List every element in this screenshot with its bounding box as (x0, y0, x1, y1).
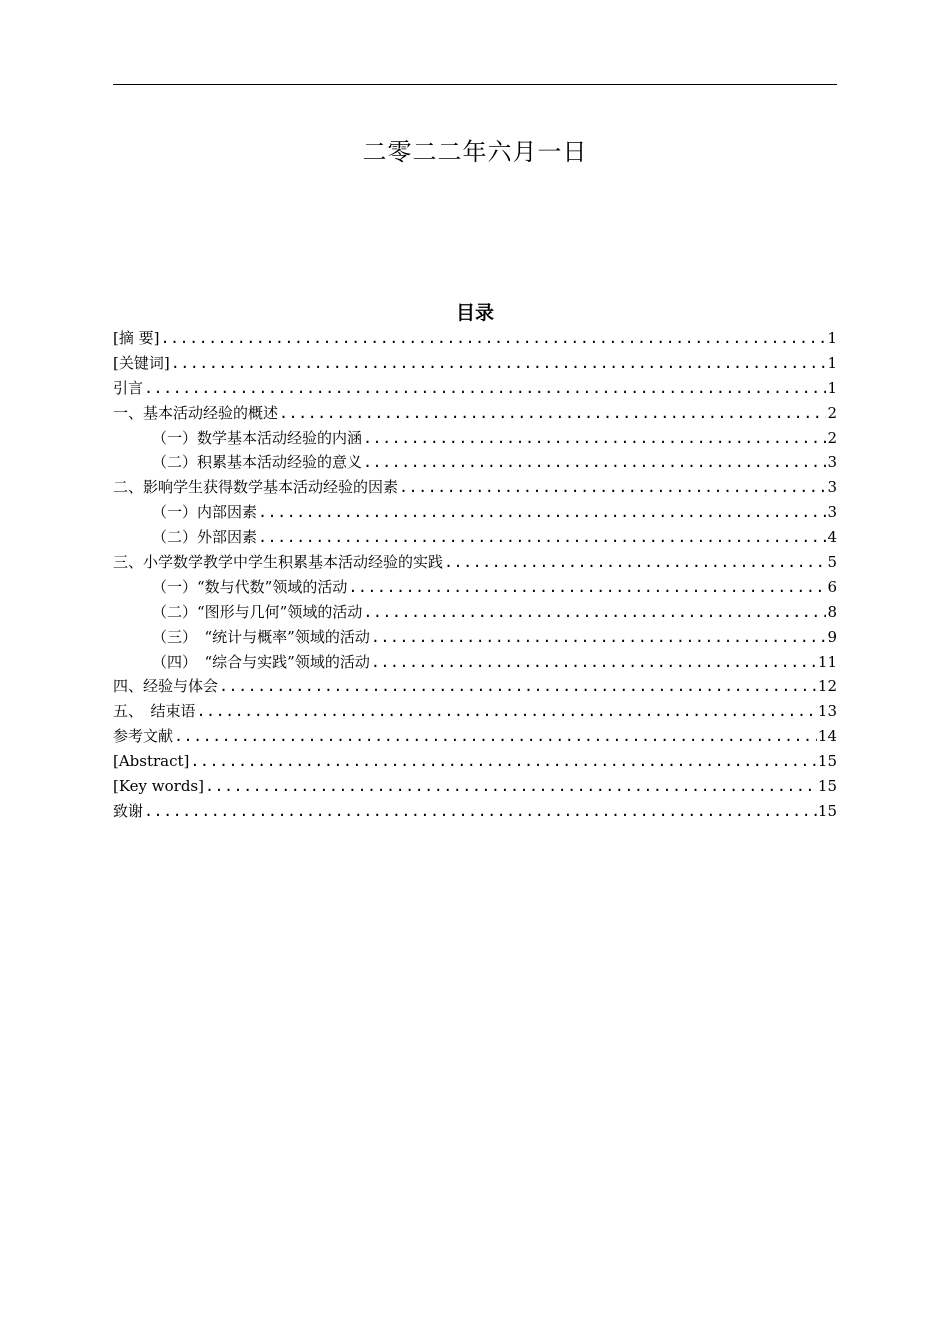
toc-entry-references[interactable] (113, 724, 837, 749)
cover-date: 二零二二年六月一日 (362, 138, 588, 166)
toc-entry-section-2-2[interactable] (113, 525, 837, 550)
toc-entry-page: 8 (827, 602, 837, 621)
toc-entry-label: （一）内部因素 (152, 503, 258, 522)
toc-leader-dots (144, 376, 826, 401)
toc-entry-section-2-1[interactable] (113, 500, 837, 525)
toc-entry-label: [摘 要] (113, 329, 160, 347)
toc-entry-abstract[interactable] (113, 326, 837, 351)
toc-entry-label: 一、基本活动经验的概述 (113, 403, 279, 422)
toc-entry-label: （一）“数与代数”领域的活动 (152, 577, 348, 596)
toc-leader-dots (160, 326, 826, 351)
toc-entry-label: 五、 结束语 (113, 702, 196, 721)
toc-entry-label: （三） “统计与概率”领域的活动 (152, 627, 370, 646)
toc-title: 目录 (455, 302, 494, 324)
toc-entry-page: 15 (817, 777, 837, 796)
toc-entry-page: 14 (817, 727, 837, 746)
toc-leader-dots (205, 774, 817, 799)
toc-leader-dots (190, 749, 817, 774)
toc-entry-page: 1 (827, 353, 837, 372)
toc-entry-label: 三、小学数学教学中学生积累基本活动经验的实践 (113, 553, 444, 572)
toc-entry-page: 3 (827, 453, 837, 472)
toc-entry-chapter-4[interactable] (113, 674, 837, 699)
toc-entry-label: 引言 (113, 378, 144, 397)
toc-entry-page: 12 (817, 677, 837, 696)
toc-entry-label: （二）“图形与几何”领域的活动 (152, 602, 363, 621)
toc-entry-page: 15 (817, 752, 837, 771)
toc-entry-page: 3 (827, 478, 837, 497)
toc-leader-dots (363, 450, 826, 475)
toc-entry-page: 1 (827, 378, 837, 397)
toc-entry-label: 二、影响学生获得数学基本活动经验的因素 (113, 478, 399, 497)
toc-entry-page: 1 (827, 329, 837, 347)
toc-leader-dots (197, 699, 817, 724)
toc-entry-chapter-5[interactable] (113, 699, 837, 724)
toc-entry-label: （四） “综合与实践”领域的活动 (152, 652, 370, 671)
toc-entry-section-1-1[interactable] (113, 426, 837, 451)
toc-entry-section-3-4[interactable] (113, 650, 837, 675)
toc-entry-page: 6 (827, 577, 837, 596)
toc-leader-dots (279, 401, 826, 426)
toc-leader-dots (371, 650, 817, 675)
toc-leader-dots (444, 550, 826, 575)
toc-entry-page: 15 (817, 801, 837, 820)
toc-leader-dots (363, 600, 826, 625)
toc-entry-page: 13 (817, 702, 837, 721)
toc-entry-label: （二）积累基本活动经验的意义 (152, 453, 363, 472)
table-of-contents (113, 326, 837, 824)
toc-entry-label: [关键词] (113, 353, 170, 372)
toc-entry-chapter-3[interactable] (113, 550, 837, 575)
toc-entry-page: 11 (817, 652, 837, 671)
toc-entry-label: （二）外部因素 (152, 528, 258, 547)
toc-entry-section-3-1[interactable] (113, 575, 837, 600)
toc-entry-page: 2 (827, 403, 837, 422)
toc-entry-english-keywords[interactable] (113, 774, 837, 799)
toc-entry-keywords[interactable] (113, 351, 837, 376)
toc-entry-section-3-2[interactable] (113, 600, 837, 625)
toc-leader-dots (348, 575, 826, 600)
toc-entry-chapter-1[interactable] (113, 401, 837, 426)
toc-entry-page: 3 (827, 503, 837, 522)
toc-entry-section-3-3[interactable] (113, 625, 837, 650)
toc-entry-page: 5 (827, 553, 837, 572)
toc-leader-dots (258, 500, 826, 525)
toc-entry-introduction[interactable] (113, 376, 837, 401)
toc-leader-dots (174, 724, 817, 749)
toc-entry-chapter-2[interactable] (113, 475, 837, 500)
toc-entry-label: （一）数学基本活动经验的内涵 (152, 428, 363, 447)
toc-entry-label: [Key words] (113, 777, 204, 796)
toc-entry-page: 4 (827, 528, 837, 547)
toc-leader-dots (399, 475, 826, 500)
toc-entry-page: 2 (827, 428, 837, 447)
toc-leader-dots (363, 426, 826, 451)
toc-entry-acknowledgements[interactable] (113, 799, 837, 824)
header-rule (113, 84, 837, 85)
toc-leader-dots (371, 625, 827, 650)
toc-leader-dots (258, 525, 826, 550)
toc-leader-dots (171, 351, 827, 376)
toc-entry-label: [Abstract] (113, 752, 190, 771)
toc-entry-section-1-2[interactable] (113, 450, 837, 475)
toc-entry-label: 致谢 (113, 801, 144, 820)
toc-entry-label: 参考文献 (113, 727, 174, 746)
toc-leader-dots (144, 799, 817, 824)
toc-entry-label: 四、经验与体会 (113, 677, 219, 696)
toc-entry-english-abstract[interactable] (113, 749, 837, 774)
toc-entry-page: 9 (827, 627, 837, 646)
toc-leader-dots (219, 674, 817, 699)
